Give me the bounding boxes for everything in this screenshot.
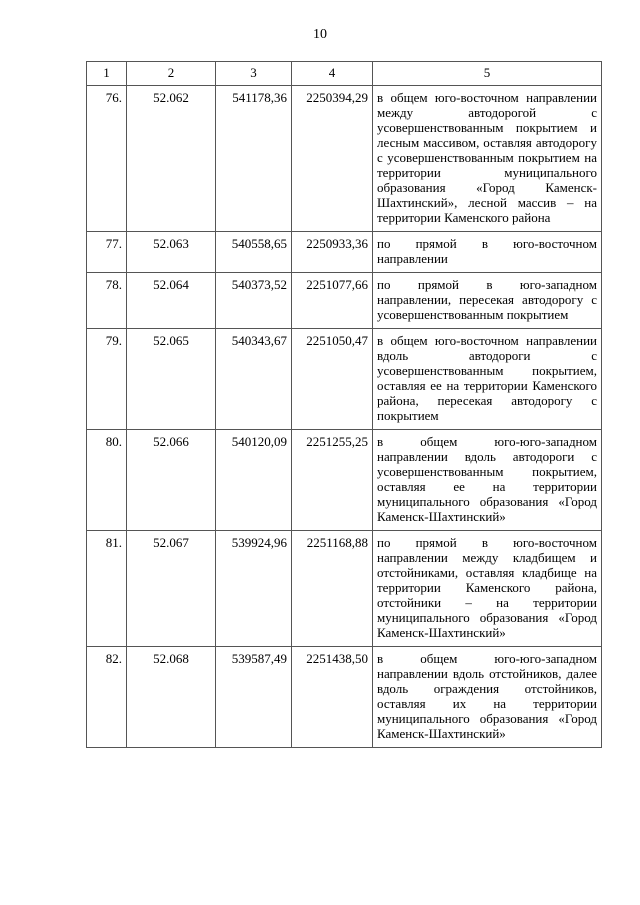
row-number: 79. xyxy=(87,329,127,430)
column-header-5: 5 xyxy=(373,62,602,86)
boundary-description: по прямой в юго-восточном направлении между кладбищем и отстойниками, оставляя кладбище на территории Каменского района, отстойники – на территории муниципального образования «Город Каменск-Шахтинский» xyxy=(373,531,602,647)
table-row xyxy=(87,329,602,430)
coordinate-x: 540120,09 xyxy=(216,430,292,531)
coordinate-y: 2251077,66 xyxy=(292,273,373,329)
coordinate-y: 2251438,50 xyxy=(292,647,373,748)
table-body xyxy=(87,86,602,748)
boundary-description: в общем юго-юго-западном направлении вдоль автодороги с усовершенствованным покрытием, оставляя ее на территории муниципального образования «Город Каменск-Шахтинский» xyxy=(373,430,602,531)
row-number: 82. xyxy=(87,647,127,748)
point-code: 52.062 xyxy=(127,86,216,232)
table-row xyxy=(87,273,602,329)
table-row xyxy=(87,430,602,531)
table-row xyxy=(87,86,602,232)
row-number: 78. xyxy=(87,273,127,329)
coordinate-y: 2251255,25 xyxy=(292,430,373,531)
table-row xyxy=(87,531,602,647)
coordinate-x: 541178,36 xyxy=(216,86,292,232)
coordinate-x: 540558,65 xyxy=(216,232,292,273)
column-header-4: 4 xyxy=(292,62,373,86)
column-header-3: 3 xyxy=(216,62,292,86)
point-code: 52.063 xyxy=(127,232,216,273)
boundary-description: в общем юго-восточном направлении вдоль автодороги с усовершенствованным покрытием, оставляя ее на территории Каменского района, пересекая автодорогу с покрытием xyxy=(373,329,602,430)
point-code: 52.066 xyxy=(127,430,216,531)
boundary-points-table xyxy=(86,61,602,748)
column-header-2: 2 xyxy=(127,62,216,86)
row-number: 77. xyxy=(87,232,127,273)
row-number: 81. xyxy=(87,531,127,647)
coordinate-y: 2251168,88 xyxy=(292,531,373,647)
coordinate-x: 540373,52 xyxy=(216,273,292,329)
row-number: 80. xyxy=(87,430,127,531)
table-header xyxy=(87,62,602,86)
boundary-description: в общем юго-юго-западном направлении вдоль отстойников, далее вдоль ограждения отстойников, оставляя их на территории муниципального образования «Город Каменск-Шахтинский» xyxy=(373,647,602,748)
row-number: 76. xyxy=(87,86,127,232)
header-row xyxy=(87,62,602,86)
coordinate-y: 2251050,47 xyxy=(292,329,373,430)
coordinate-x: 540343,67 xyxy=(216,329,292,430)
boundary-description: по прямой в юго-западном направлении, пересекая автодорогу с усовершенствованным покрытием xyxy=(373,273,602,329)
boundary-description: в общем юго-восточном направлении между автодорогой с усовершенствованным покрытием и лесным массивом, оставляя автодорогу с усовершенствованным покрытием на территории муниципального образования «Город Каменск-Шахтинский», лесной массив – на территории Каменского района xyxy=(373,86,602,232)
table-row xyxy=(87,232,602,273)
coordinate-y: 2250394,29 xyxy=(292,86,373,232)
point-code: 52.065 xyxy=(127,329,216,430)
column-header-1: 1 xyxy=(87,62,127,86)
point-code: 52.067 xyxy=(127,531,216,647)
boundary-description: по прямой в юго-восточном направлении xyxy=(373,232,602,273)
table-row xyxy=(87,647,602,748)
page-number: 10 xyxy=(313,27,327,42)
point-code: 52.064 xyxy=(127,273,216,329)
coordinate-y: 2250933,36 xyxy=(292,232,373,273)
point-code: 52.068 xyxy=(127,647,216,748)
coordinate-x: 539587,49 xyxy=(216,647,292,748)
coordinate-x: 539924,96 xyxy=(216,531,292,647)
